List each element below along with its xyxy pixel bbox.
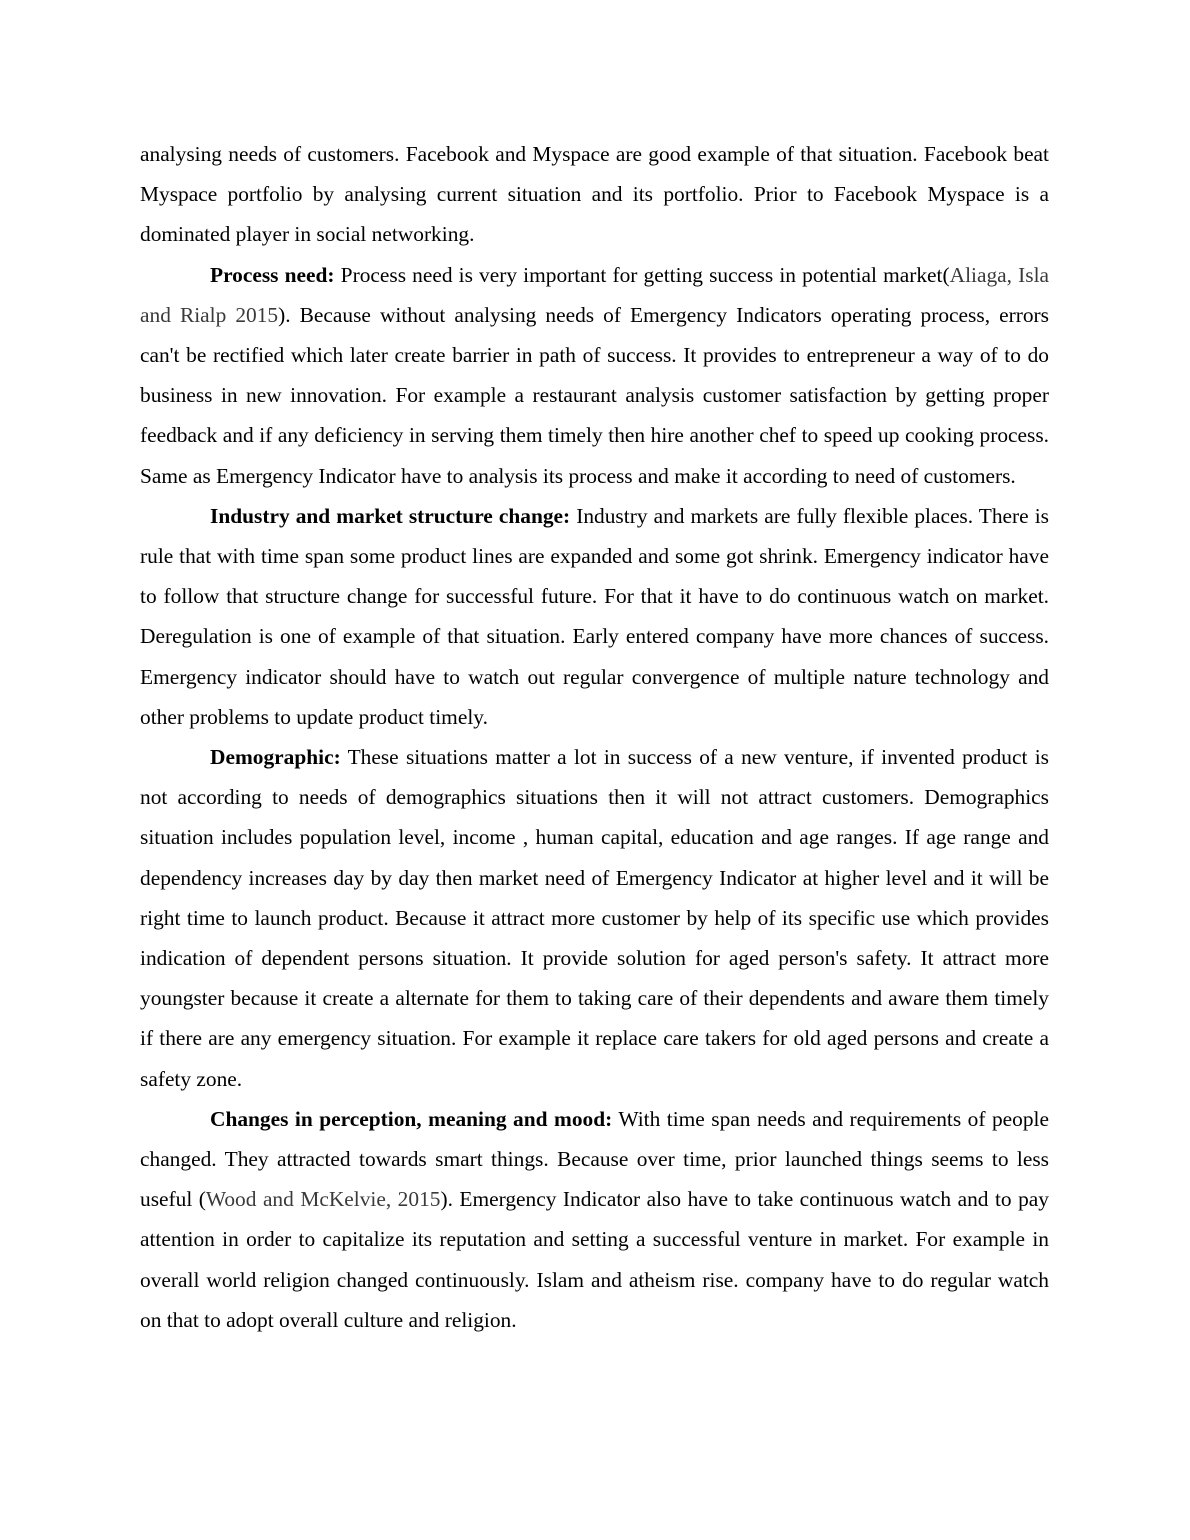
paragraph-text: These situations matter a lot in success of a new venture, if invented product is not according to needs of demographics situations then it will not attract customers. Demographics situation includes population level, income , human capital, education and age ranges. If age range and dependency increases day by day then market need of Emergency Indicator at higher level and it will be right time to launch product. Because it attract more customer by help of its specific use which provides indication of dependent persons situation. It provide solution for aged person's safety. It attract more youngster because it create a alternate for them to taking care of their dependents and aware them timely if there are any emergency situation. For example it replace care takers for old aged persons and create a safety zone.: [140, 745, 1049, 1091]
paragraph-facebook-myspace: [140, 134, 1049, 255]
paragraph-text: With time span needs and requirements of people changed. They attracted towards smart things. Because over time, prior launched things seems to less useful (: [140, 1106, 1049, 1212]
paragraph-process-need: [140, 255, 1049, 496]
paragraph-text: Industry and markets are fully flexible places. There is rule that with time span some product lines are expanded and some got shrink. Emergency indicator have to follow that structure change for successful future. For that it have to do continuous watch on market. Deregulation is one of example of that situation. Early entered company have more chances of success. Emergency indicator should have to watch out regular convergence of multiple nature technology and other problems to update product timely.: [140, 503, 1049, 729]
paragraph-industry-market-structure: [140, 496, 1049, 737]
paragraph-text: ). Emergency Indicator also have to take continuous watch and to pay attention in order to capitalize its reputation and setting a successful venture in market. For example in overall world religion changed continuously. Islam and atheism rise. company have to do regular watch on that to adopt overall culture and religion.: [140, 1187, 1049, 1332]
paragraph-heading: Process need:: [210, 262, 335, 287]
paragraph-heading: Demographic:: [210, 745, 341, 770]
document-page: [140, 134, 1049, 1340]
citation: Aliaga, Isla and Rialp 2015: [140, 262, 1050, 327]
paragraph-text: ). Because without analysing needs of Emergency Indicators operating process, errors can't be rectified which later create barrier in path of success. It provides to entrepreneur a way of to do business in new innovation. For example a restaurant analysis customer satisfaction by getting proper feedback and if any deficiency in serving them timely then hire another chef to speed up cooking process. Same as Emergency Indicator have to analysis its process and make it according to need of customers.: [140, 302, 1049, 488]
paragraph-demographic: [140, 737, 1049, 1099]
citation: Wood and McKelvie, 2015: [205, 1187, 441, 1212]
paragraph-heading: Industry and market structure change:: [210, 503, 571, 528]
paragraph-heading: Changes in perception, meaning and mood:: [210, 1106, 613, 1131]
paragraph-text: analysing needs of customers. Facebook and Myspace are good example of that situation. Facebook beat Myspace portfolio by analysing current situation and its portfolio. Prior to Facebook Myspace is a dominated player in social networking.: [140, 142, 1049, 247]
paragraph-text: Process need is very important for getting success in potential market(: [334, 262, 950, 287]
paragraph-perception-change: [140, 1099, 1049, 1340]
